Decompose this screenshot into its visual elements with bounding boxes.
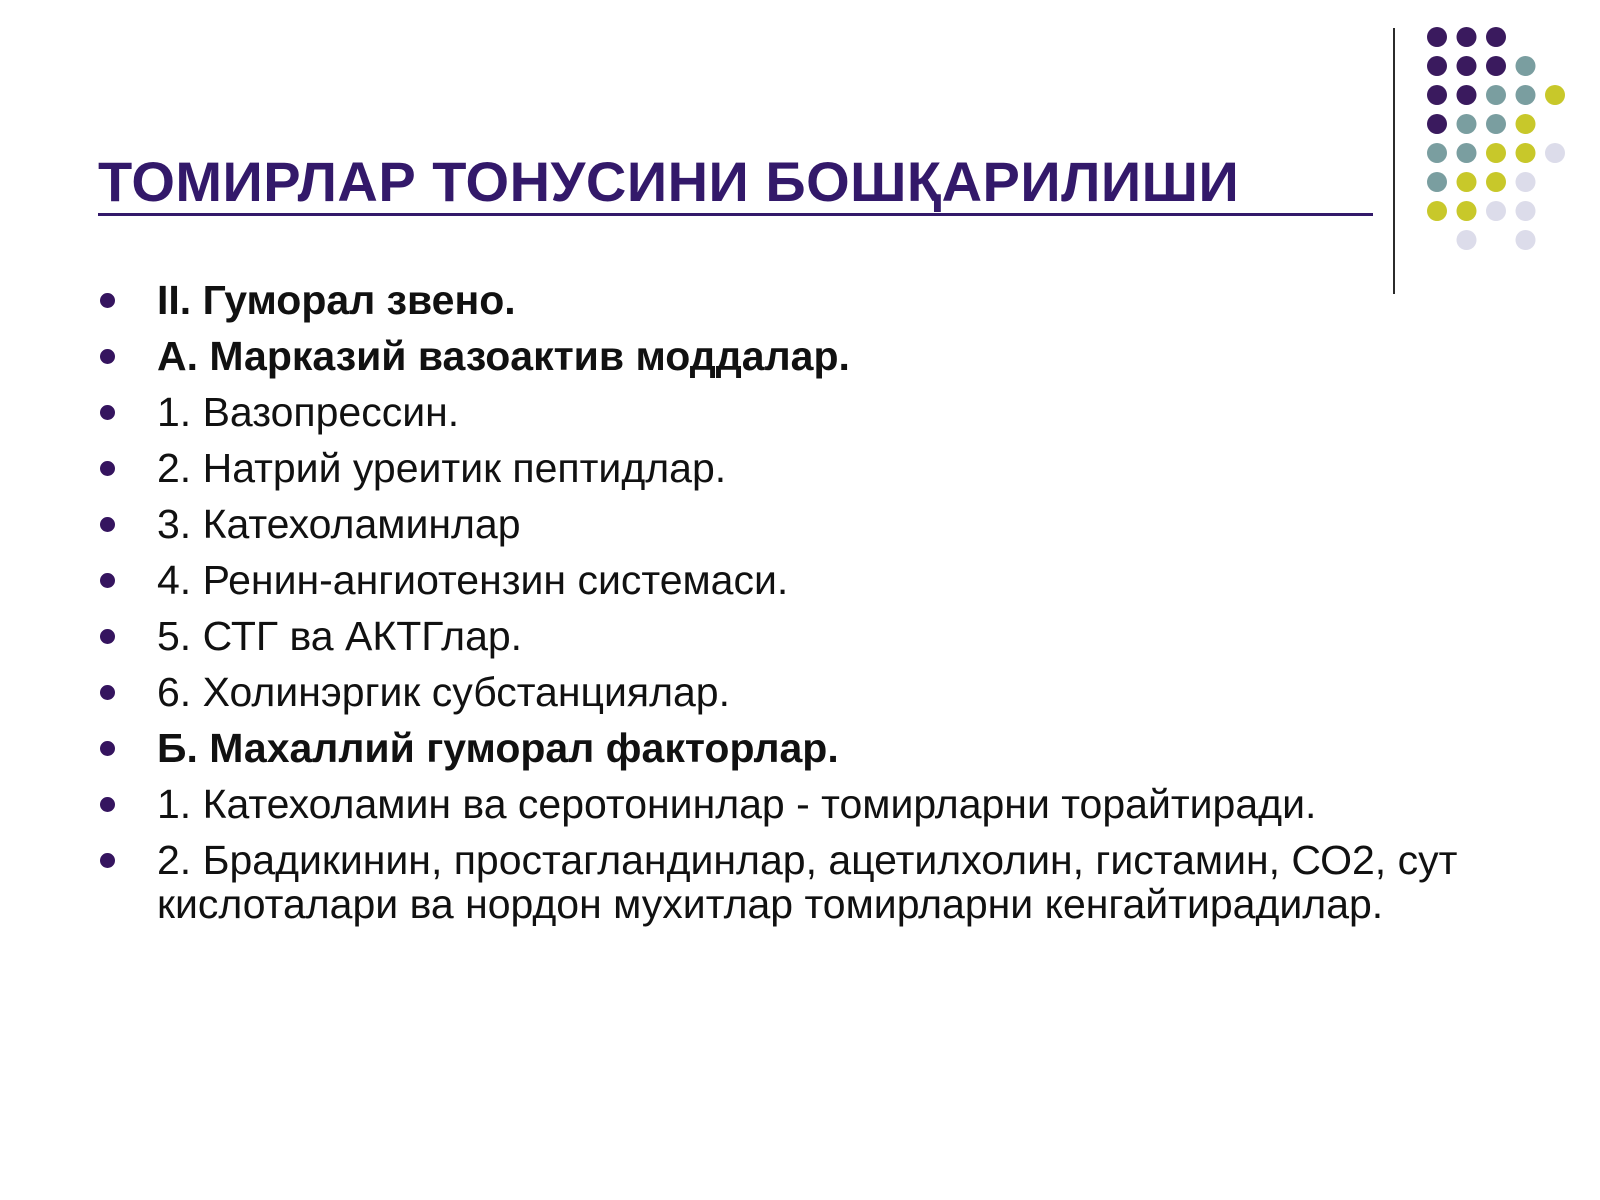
decorative-dot <box>1427 56 1447 76</box>
decorative-dot <box>1427 201 1447 221</box>
list-item-text: II. Гуморал звено. <box>157 277 516 323</box>
list-item <box>97 670 1537 714</box>
decorative-dot <box>1486 172 1506 192</box>
list-item <box>97 334 1537 378</box>
bullet-dot-icon <box>100 741 115 756</box>
list-item-text: А. Марказий вазоактив моддалар. <box>157 333 850 379</box>
decorative-dot <box>1457 201 1477 221</box>
list-item-text: 6. Холинэргик субстанциялар. <box>157 669 730 715</box>
bullet-dot-icon <box>100 293 115 308</box>
bullet-dot-icon <box>100 797 115 812</box>
decorative-dot <box>1457 230 1477 250</box>
decorative-dot <box>1486 143 1506 163</box>
list-item <box>97 782 1537 826</box>
bullet-dot-icon <box>100 349 115 364</box>
list-item <box>97 838 1537 926</box>
bullet-dot-icon <box>100 405 115 420</box>
decorative-divider <box>1393 28 1395 294</box>
decorative-dot <box>1545 143 1565 163</box>
list-item-text: 3. Катехоламинлар <box>157 501 521 547</box>
bullet-dot-icon <box>100 461 115 476</box>
bullet-dot-icon <box>100 629 115 644</box>
decorative-dot <box>1545 85 1565 105</box>
list-item-text: 4. Ренин-ангиотензин системаси. <box>157 557 789 603</box>
decorative-dot <box>1486 201 1506 221</box>
list-item <box>97 446 1537 490</box>
decorative-dot <box>1486 85 1506 105</box>
bullet-dot-icon <box>100 573 115 588</box>
list-item <box>97 278 1537 322</box>
list-item <box>97 502 1537 546</box>
title-underline <box>98 213 1373 216</box>
decorative-dot <box>1516 172 1536 192</box>
decorative-dot <box>1516 201 1536 221</box>
decorative-dot <box>1457 85 1477 105</box>
list-item-text: 2. Натрий уреитик пептидлар. <box>157 445 727 491</box>
list-item-text: 2. Брадикинин, простагландинлар, ацетилхолин, гистамин, СО2, сут кислоталари ва нордон мухитлар томирларни кенгайтирадилар. <box>157 837 1458 927</box>
decorative-dot <box>1516 56 1536 76</box>
list-item <box>97 614 1537 658</box>
decorative-dot <box>1427 85 1447 105</box>
decorative-dot <box>1457 143 1477 163</box>
list-item <box>97 390 1537 434</box>
decorative-dot <box>1516 230 1536 250</box>
bullet-dot-icon <box>100 685 115 700</box>
decorative-dot <box>1516 143 1536 163</box>
decorative-dot <box>1457 114 1477 134</box>
slide-title: ТОМИРЛАР ТОНУСИНИ БОШҚАРИЛИШИ <box>98 150 1256 213</box>
decorative-dot <box>1457 56 1477 76</box>
list-item-text: Б. Махаллий гуморал факторлар. <box>157 725 839 771</box>
bullet-dot-icon <box>100 517 115 532</box>
list-item-text: 1. Катехоламин ва серотонинлар - томирларни торайтиради. <box>157 781 1317 827</box>
decorative-dot <box>1427 143 1447 163</box>
decorative-dot <box>1516 85 1536 105</box>
decorative-dot <box>1486 56 1506 76</box>
decorative-dot <box>1427 114 1447 134</box>
decorative-dot <box>1457 27 1477 47</box>
list-item <box>97 558 1537 602</box>
decorative-dot <box>1427 27 1447 47</box>
bullet-list <box>97 278 1537 938</box>
decorative-dot <box>1516 114 1536 134</box>
decorative-dot <box>1427 172 1447 192</box>
list-item-text: 5. СТГ ва АКТГлар. <box>157 613 523 659</box>
decorative-dot <box>1486 114 1506 134</box>
decorative-dot <box>1457 172 1477 192</box>
list-item <box>97 726 1537 770</box>
decorative-dot <box>1486 27 1506 47</box>
list-item-text: 1. Вазопрессин. <box>157 389 460 435</box>
bullet-dot-icon <box>100 853 115 868</box>
